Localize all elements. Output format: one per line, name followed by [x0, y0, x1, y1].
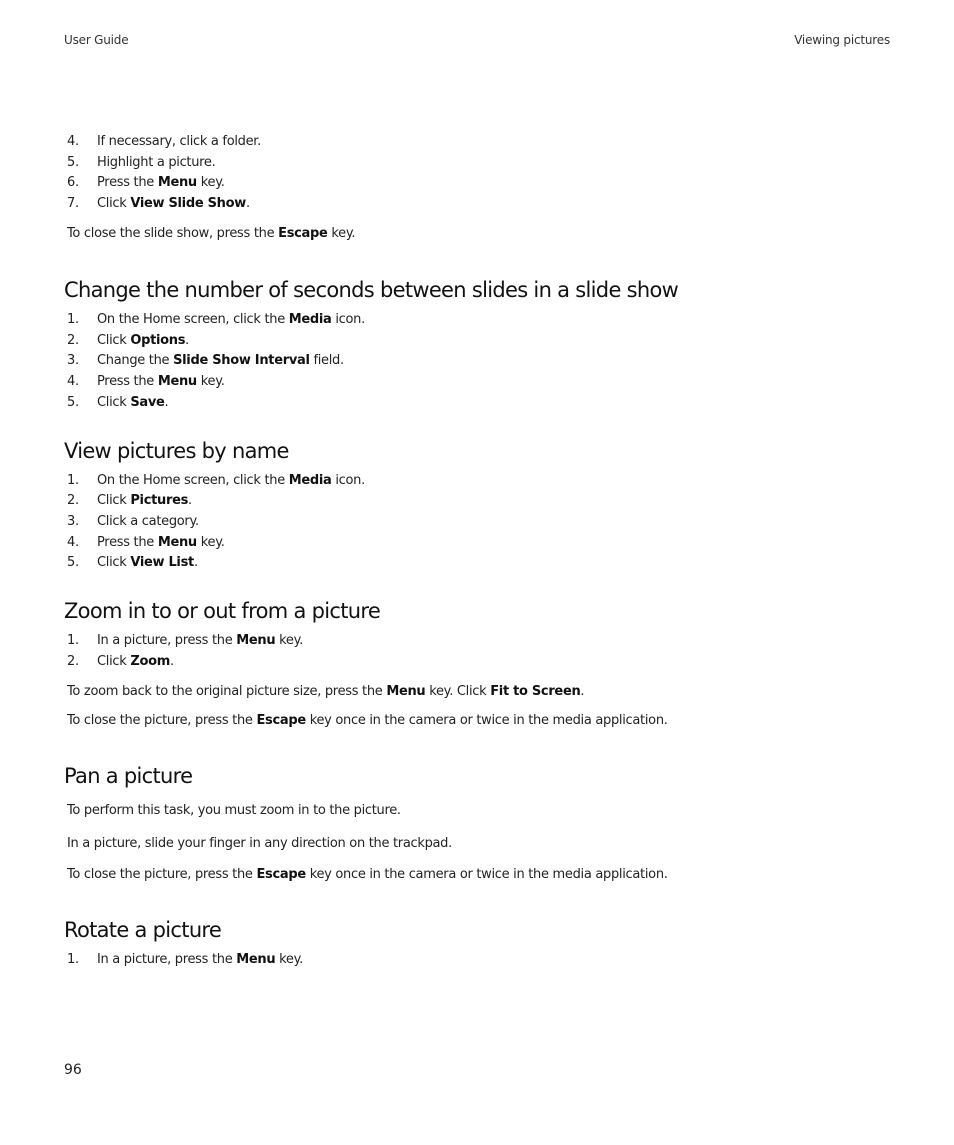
section-heading: Change the number of seconds between slides in a slide show — [64, 278, 679, 302]
page-number: 96 — [64, 1062, 82, 1078]
section-heading: Rotate a picture — [64, 918, 222, 942]
running-header-left: User Guide — [64, 33, 129, 47]
close-note: To close the picture, press the Escape key once in the camera or twice in the media application. — [67, 867, 668, 882]
intro-note: To close the slide show, press the Escape key. — [67, 226, 356, 241]
section-heading: Pan a picture — [64, 764, 193, 788]
body-text: In a picture, slide your finger in any direction on the trackpad. — [67, 836, 452, 851]
zoom-note: To zoom back to the original picture size, press the Menu key. Click Fit to Screen. — [67, 684, 585, 699]
close-note: To close the picture, press the Escape key once in the camera or twice in the media application. — [67, 713, 668, 728]
prerequisite-text: To perform this task, you must zoom in to the picture. — [67, 803, 401, 818]
running-header-right: Viewing pictures — [794, 33, 890, 47]
section-heading: Zoom in to or out from a picture — [64, 599, 381, 623]
section-heading: View pictures by name — [64, 439, 289, 463]
